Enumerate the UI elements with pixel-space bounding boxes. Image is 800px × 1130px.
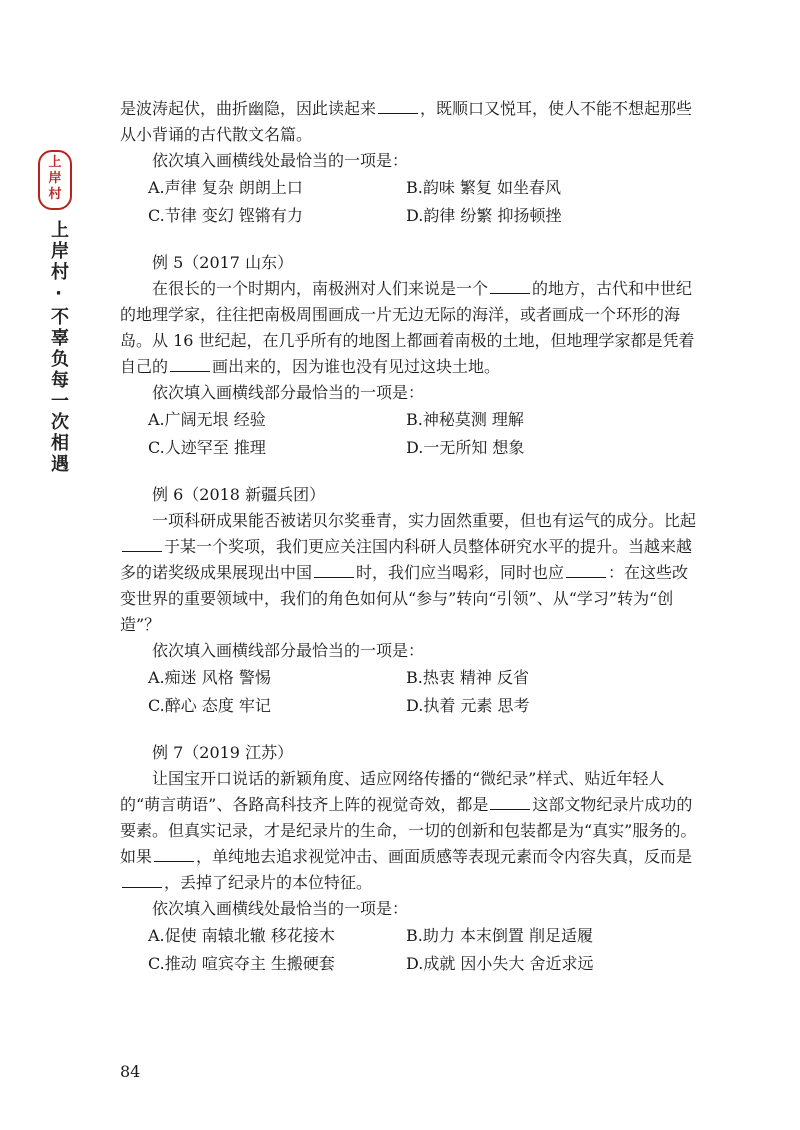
fill-blank <box>170 370 210 372</box>
fill-blank <box>378 112 418 114</box>
example-title: 例 5（2017 山东） <box>152 253 294 272</box>
option-a: A.痴迷 风格 警惕 <box>148 668 271 687</box>
option-d: D.一无所知 想象 <box>406 438 525 457</box>
option-b: B.神秘莫测 理解 <box>406 410 524 429</box>
option-a: A.广阔无垠 经验 <box>148 410 266 429</box>
fill-blank <box>122 550 162 552</box>
options-grid <box>148 664 700 720</box>
seal-char: 村 <box>48 187 62 202</box>
page-number: 84 <box>120 1062 141 1081</box>
example-text: 一项科研成果能否被诺贝尔奖垂青，实力固然重要，但也有运气的成分。比起 <box>152 511 697 530</box>
option-c: C.人迹罕至 推理 <box>148 438 266 457</box>
fill-blank <box>490 808 530 810</box>
fill-blank <box>566 576 606 578</box>
instruction: 依次填入画横线部分最恰当的一项是： <box>152 641 425 660</box>
intro-text: 是波涛起伏，曲折幽隐，因此读起来 <box>120 99 377 118</box>
intro-text: ，既顺口又悦耳，使人不能不想起那些 <box>420 99 693 118</box>
example-text: ：在这些改变世界的重要领域中，我们的角色如何从“参与”转向“引领”、从“学习”转为“创造”？ <box>120 563 689 634</box>
option-a: A.声律 复杂 朗朗上口 <box>148 178 303 197</box>
page-content <box>120 96 700 978</box>
option-c: C.节律 变幻 铿锵有力 <box>148 206 303 225</box>
fill-blank <box>490 292 530 294</box>
example-paragraph <box>120 508 700 638</box>
example-title: 例 7（2019 江苏） <box>152 743 294 762</box>
example-text: ，单纯地去追求视觉冲击、画面质感等表现元素而令内容失真，反而是 <box>196 847 693 866</box>
option-b: B.韵味 繁复 如坐春风 <box>406 178 562 197</box>
instruction: 依次填入画横线处最恰当的一项是： <box>152 899 409 918</box>
seal-logo <box>38 150 72 210</box>
option-d: D.成就 因小失大 舍近求远 <box>406 954 594 973</box>
example-text: 让国宝开口说话的新颖角度、适应网络传播的“微纪录”样式、贴近年轻人的“萌言萌语”、各路高科技齐上阵的视觉奇效，都是 <box>120 769 665 814</box>
example-text: ，丢掉了纪录片的本位特征。 <box>164 873 373 892</box>
example-text: 的地方，古代和中世纪的地理学家，往往把南极周围画成一片无边无际的海洋，或者画成一个环形的海岛。从 16 世纪起，在几乎所有的地图上都画着南极的土地，但地理学家都是凭着自己的 <box>120 279 695 376</box>
example-paragraph <box>120 766 700 896</box>
seal-char: 上 <box>48 155 62 170</box>
example-text: 在很长的一个时期内，南极洲对人们来说是一个 <box>152 279 489 298</box>
example-text: 于某一个奖项，我们更应关注国内科研人员整体研究水平的提升。当越来越多的诺奖级成果展现出中国 <box>120 537 693 582</box>
fill-blank <box>154 860 194 862</box>
example-title: 例 6（2018 新疆兵团） <box>152 485 326 504</box>
instruction: 依次填入画横线处最恰当的一项是： <box>152 151 409 170</box>
seal-char: 岸 <box>48 171 62 186</box>
option-b: B.助力 本末倒置 削足适履 <box>406 926 594 945</box>
example-text: 这部文物纪录片成功的要素。但真实记录，才是纪录片的生命，一切的创新和包装都是为“真实”服务的。如果 <box>120 795 697 866</box>
example-text: 画出来的，因为谁也没有见过这块土地。 <box>212 357 501 376</box>
example-paragraph <box>120 276 700 380</box>
options-grid <box>148 406 700 462</box>
intro-text: 从小背诵的古代散文名篇。 <box>120 125 313 144</box>
options-grid <box>148 174 700 230</box>
example-text: 时，我们应当喝彩，同时也应 <box>356 563 565 582</box>
fill-blank <box>122 886 162 888</box>
sidebar-vertical-slogan: 上岸村·不辜负每一次相遇 <box>48 220 69 475</box>
option-d: D.韵律 纷繁 抑扬顿挫 <box>406 206 562 225</box>
intro-paragraph <box>120 96 700 148</box>
instruction: 依次填入画横线部分最恰当的一项是： <box>152 383 425 402</box>
fill-blank <box>314 576 354 578</box>
option-b: B.热衷 精神 反省 <box>406 668 530 687</box>
option-a: A.促使 南辕北辙 移花接木 <box>148 926 335 945</box>
option-c: C.醉心 态度 牢记 <box>148 696 271 715</box>
option-c: C.推动 喧宾夺主 生搬硬套 <box>148 954 335 973</box>
options-grid <box>148 922 700 978</box>
sidebar <box>38 150 78 475</box>
option-d: D.执着 元素 思考 <box>406 696 530 715</box>
